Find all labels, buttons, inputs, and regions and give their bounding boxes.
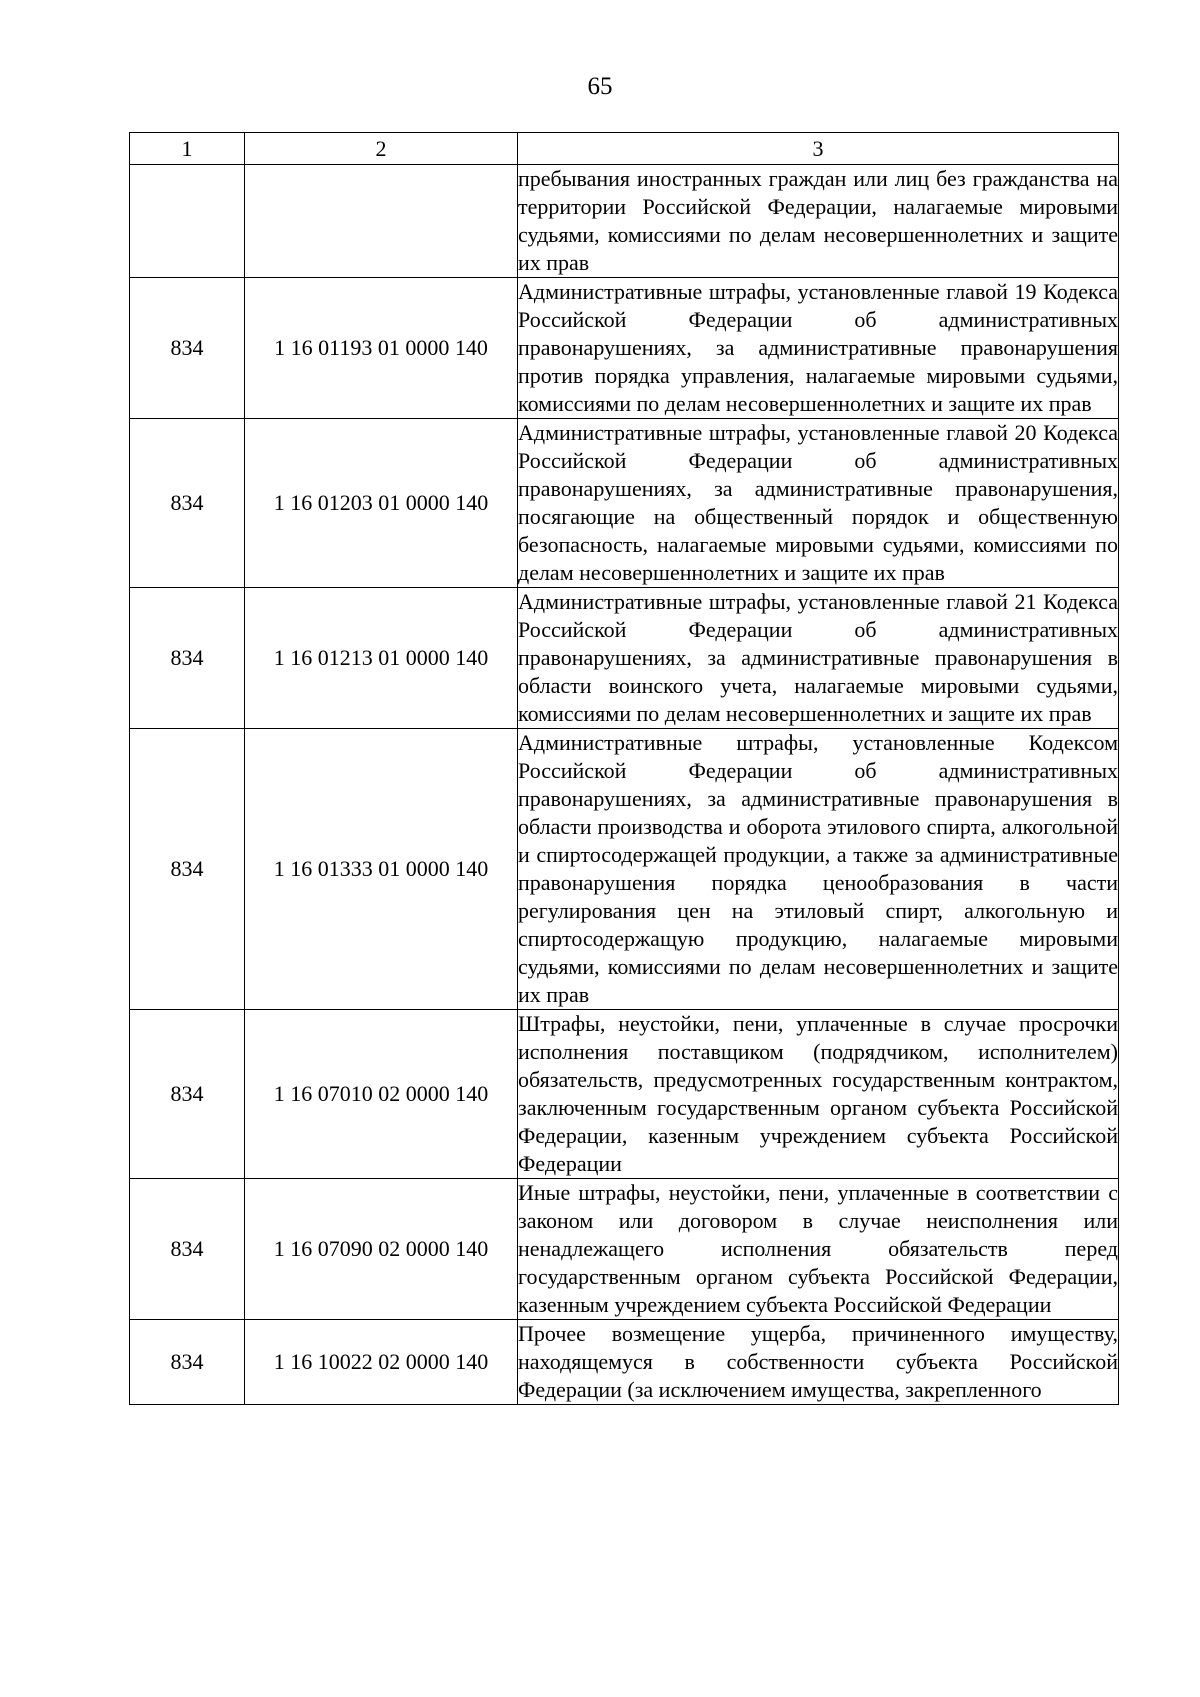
table-row [130, 165, 1119, 278]
admin-code-cell: 834 [130, 1179, 245, 1320]
kbk-code-cell: 1 16 07010 02 0000 140 [245, 1010, 518, 1179]
kbk-code-cell: 1 16 10022 02 0000 140 [245, 1320, 518, 1405]
table-row [130, 729, 1119, 1010]
description-text: Административные штрафы, установленные Кодексом Российской Федерации об административных правонарушениях, за административные правонарушения в области производства и оборота этилового спирта, алкогольной и спиртосодержащей продукции, а также за административные правонарушения порядка ценообразования в части регулирования цен на этиловый спирт, алкогольную и спиртосодержащую продукцию, налагаемые мировыми судьями, комиссиями по делам несовершеннолетних и защите их прав [518, 730, 1118, 1007]
description-cell [518, 1179, 1119, 1320]
admin-code-cell [130, 165, 245, 278]
description-cell [518, 588, 1119, 729]
description-cell [518, 419, 1119, 588]
description-cell [518, 278, 1119, 419]
admin-code-cell: 834 [130, 1010, 245, 1179]
table-row [130, 1010, 1119, 1179]
column-header-2: 2 [245, 133, 518, 165]
revenue-codes-table [129, 132, 1119, 1405]
description-text: пребывания иностранных граждан или лиц без гражданства на территории Российской Федерации, налагаемые мировыми судьями, комиссиями по делам несовершеннолетних и защите их прав [518, 166, 1118, 275]
description-text: Административные штрафы, установленные главой 21 Кодекса Российской Федерации об административных правонарушениях, за административные правонарушения в области воинского учета, налагаемые мировыми судьями, комиссиями по делам несовершеннолетних и защите их прав [518, 589, 1118, 726]
description-cell [518, 1010, 1119, 1179]
table-row [130, 588, 1119, 729]
kbk-code-cell: 1 16 01193 01 0000 140 [245, 278, 518, 419]
kbk-code-cell: 1 16 01203 01 0000 140 [245, 419, 518, 588]
column-header-3: 3 [518, 133, 1119, 165]
table-row [130, 1320, 1119, 1405]
page-number: 65 [587, 73, 613, 100]
description-cell [518, 165, 1119, 278]
admin-code-cell: 834 [130, 588, 245, 729]
kbk-code-cell [245, 165, 518, 278]
column-header-1: 1 [130, 133, 245, 165]
admin-code-cell: 834 [130, 278, 245, 419]
description-text: Административные штрафы, установленные главой 19 Кодекса Российской Федерации об административных правонарушениях, за административные правонарушения против порядка управления, налагаемые мировыми судьями, комиссиями по делам несовершеннолетних и защите их прав [518, 279, 1118, 416]
table-row [130, 1179, 1119, 1320]
description-text: Административные штрафы, установленные главой 20 Кодекса Российской Федерации об административных правонарушениях, за административные правонарушения, посягающие на общественный порядок и общественную безопасность, налагаемые мировыми судьями, комиссиями по делам несовершеннолетних и защите их прав [518, 420, 1118, 585]
table-header-row [130, 133, 1119, 165]
table-row [130, 278, 1119, 419]
table-row [130, 419, 1119, 588]
description-text: Штрафы, неустойки, пени, уплаченные в случае просрочки исполнения поставщиком (подрядчиком, исполнителем) обязательств, предусмотренных государственным контрактом, заключенным государственным органом субъекта Российской Федерации, казенным учреждением субъекта Российской Федерации [518, 1011, 1118, 1176]
kbk-code-cell: 1 16 01333 01 0000 140 [245, 729, 518, 1010]
description-cell [518, 729, 1119, 1010]
admin-code-cell: 834 [130, 729, 245, 1010]
admin-code-cell: 834 [130, 419, 245, 588]
kbk-code-cell: 1 16 07090 02 0000 140 [245, 1179, 518, 1320]
kbk-code-cell: 1 16 01213 01 0000 140 [245, 588, 518, 729]
description-text: Прочее возмещение ущерба, причиненного имуществу, находящемуся в собственности субъекта Российской Федерации (за исключением имущества, закрепленного [518, 1321, 1118, 1402]
admin-code-cell: 834 [130, 1320, 245, 1405]
description-cell [518, 1320, 1119, 1405]
description-text: Иные штрафы, неустойки, пени, уплаченные в соответствии с законом или договором в случае неисполнения или ненадлежащего исполнения обязательств перед государственным органом субъекта Российской Федерации, казенным учреждением субъекта Российской Федерации [518, 1180, 1118, 1317]
